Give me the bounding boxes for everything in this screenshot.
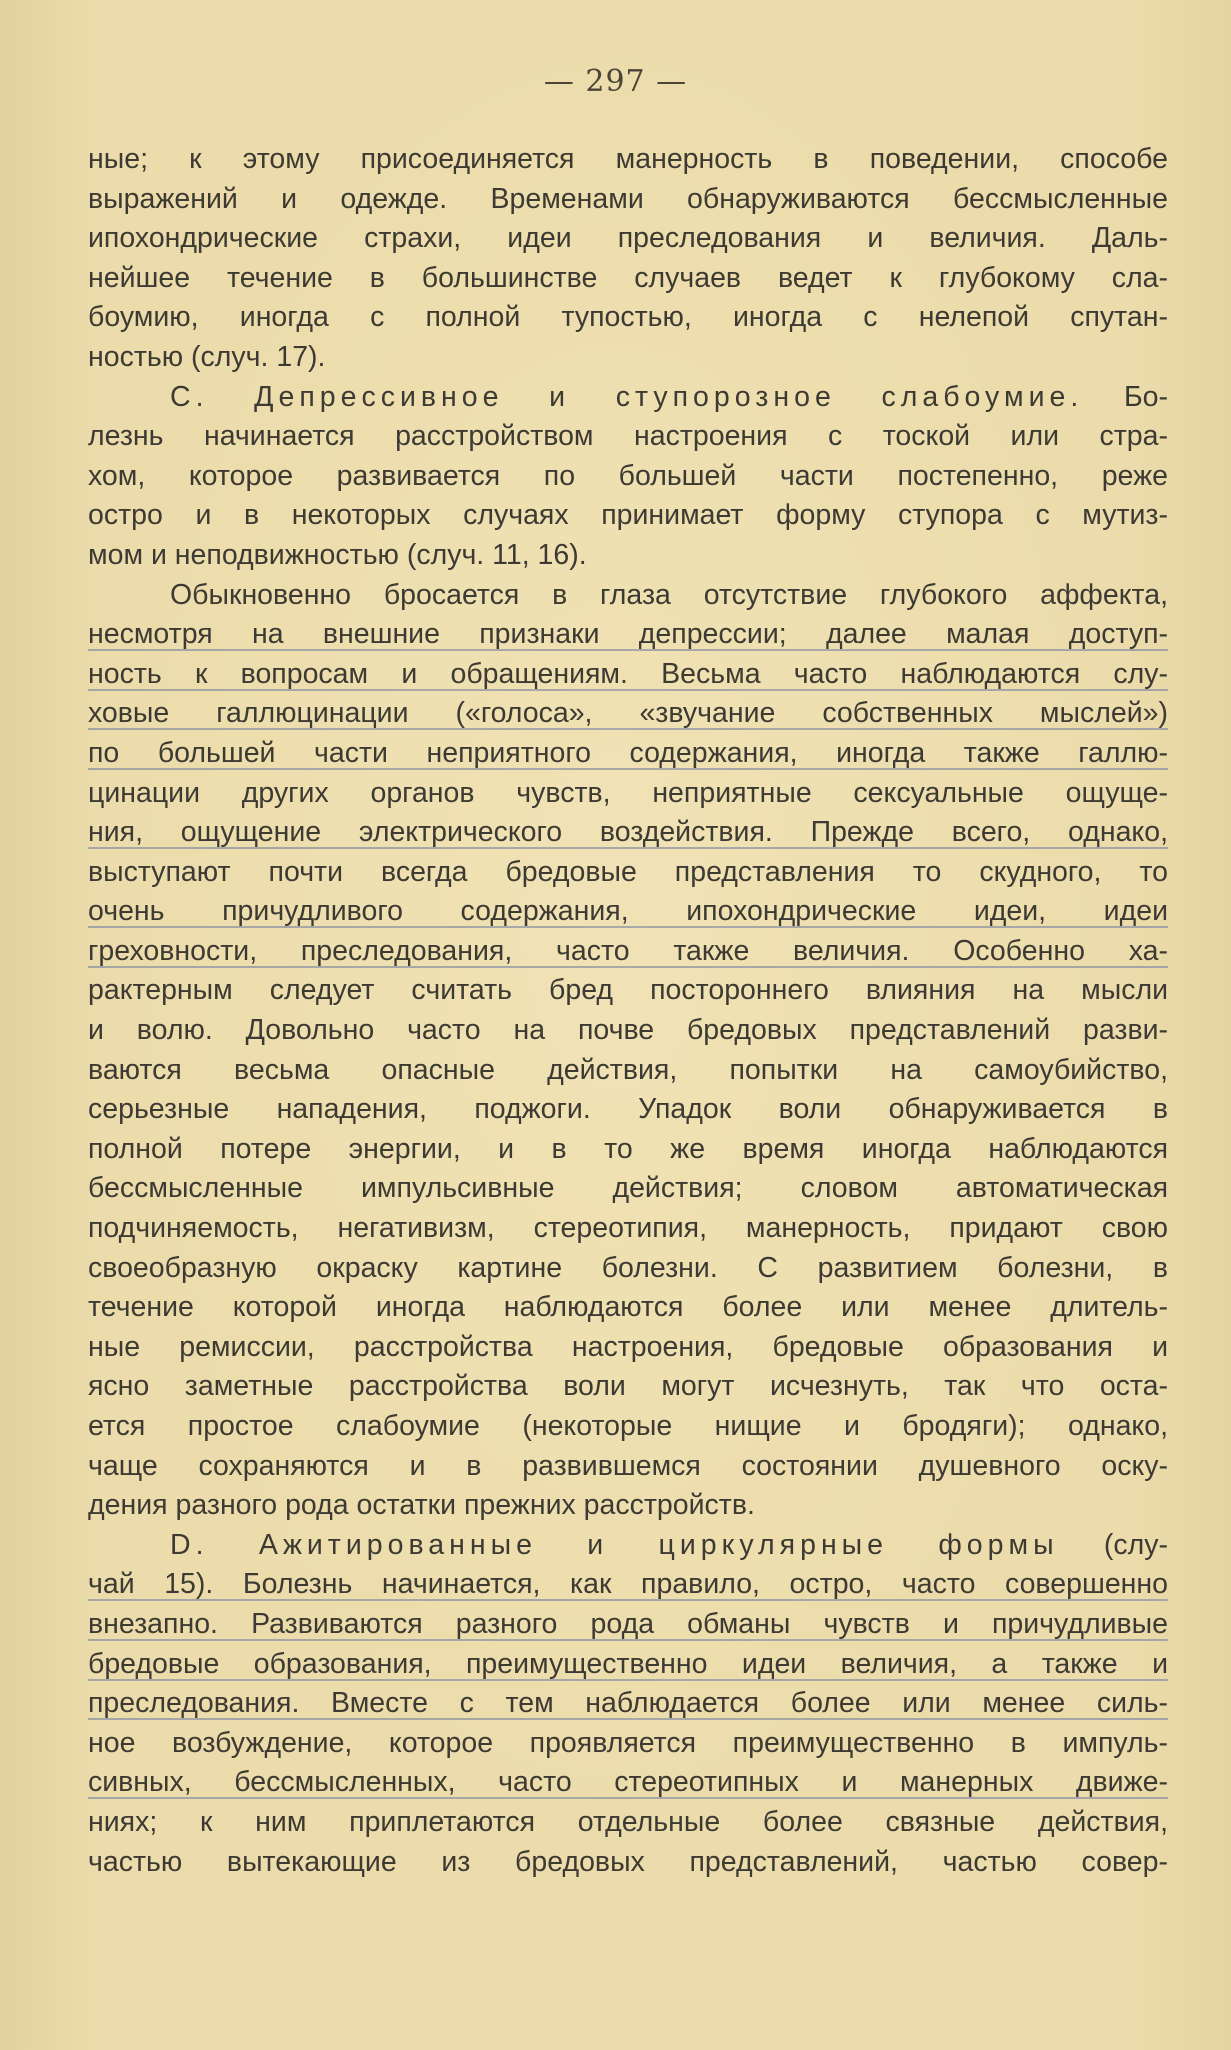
text-line: рактерным следует считать бред постороннего влияния на мысли: [88, 974, 1168, 1007]
text-line: серьезные нападения, поджоги. Упадок воли обнаруживается в: [88, 1093, 1168, 1126]
text-line: внезапно. Развиваются разного рода обманы чувств и причудливые: [88, 1607, 1168, 1640]
text-line: [88, 378, 1168, 418]
text-line: полной потере энергии, и в то же время иногда наблюдаются: [88, 1132, 1168, 1165]
text-line: лезнь начинается расстройством настроения с тоской или стра-: [88, 420, 1168, 453]
text-line: по большей части неприятного содержания, иногда также галлю-: [88, 736, 1168, 769]
text-line: ниях; к ним приплетаются отдельные более связные действия,: [88, 1805, 1168, 1838]
text-line: несмотря на внешние признаки депрессии; далее малая доступ-: [88, 618, 1168, 651]
section-heading: С. Депрессивное и ступорозное слабоумие.: [170, 380, 1084, 413]
text-line: ясно заметные расстройства воли могут исчезнуть, так что оста-: [88, 1370, 1168, 1403]
text-line: цинации других органов чувств, неприятные сексуальные ощуще-: [88, 776, 1168, 809]
text-line: бессмысленные импульсивные действия; словом автоматическая: [88, 1172, 1168, 1205]
text-line: частью вытекающие из бредовых представлений, частью совер-: [88, 1845, 1168, 1878]
text-line: боумию, иногда с полной тупостью, иногда с нелепой спутан-: [88, 301, 1168, 334]
paragraph: [88, 140, 1168, 378]
paragraph: [88, 576, 1168, 1526]
text-line: [88, 1526, 1168, 1566]
text-line: течение которой иногда наблюдаются более или менее длитель-: [88, 1291, 1168, 1324]
text-line: ипохондрические страхи, идеи преследования и величия. Даль-: [88, 222, 1168, 255]
paragraph: [88, 1526, 1168, 1882]
text-line: чаще сохраняются и в развившемся состоянии душевного оску-: [88, 1449, 1168, 1482]
text-line: мом и неподвижностью (случ. 11, 16).: [88, 538, 587, 571]
text-line: ное возбуждение, которое проявляется преимущественно в импуль-: [88, 1726, 1168, 1759]
text-line-tail: (слу-: [1058, 1528, 1169, 1561]
text-line: ностью (случ. 17).: [88, 340, 326, 373]
text-line: хом, которое развивается по большей части постепенно, реже: [88, 459, 1168, 492]
section-heading: D. Ажитированные и циркулярные формы: [170, 1528, 1059, 1561]
text-line-tail: Бо-: [1083, 380, 1169, 413]
text-line: остро и в некоторых случаях принимает форму ступора с мутиз-: [88, 499, 1168, 532]
text-line: дения разного рода остатки прежних расстройств.: [88, 1489, 755, 1522]
text-line: сивных, бессмысленных, часто стереотипных и манерных движе-: [88, 1766, 1168, 1799]
paragraph: [88, 378, 1168, 576]
text-line: ваются весьма опасные действия, попытки на самоубийство,: [88, 1053, 1168, 1086]
text-line: греховности, преследования, часто также величия. Особенно ха-: [88, 934, 1168, 967]
text-line: ховые галлюцинации («голоса», «звучание собственных мыслей»): [88, 697, 1168, 730]
text-line: чай 15). Болезнь начинается, как правило, остро, часто совершенно: [88, 1568, 1168, 1601]
text-line: бредовые образования, преимущественно идеи величия, а также и: [88, 1647, 1168, 1680]
text-line: подчиняемость, негативизм, стереотипия, манерность, придают свою: [88, 1212, 1168, 1245]
text-line: ные ремиссии, расстройства настроения, бредовые образования и: [88, 1330, 1168, 1363]
body-text: [88, 140, 1168, 1882]
text-line: нейшее течение в большинстве случаев ведет к глубокому сла-: [88, 261, 1168, 294]
text-line: своеобразную окраску картине болезни. С развитием болезни, в: [88, 1251, 1168, 1284]
text-line: ния, ощущение электрического воздействия. Прежде всего, однако,: [88, 816, 1168, 849]
page-number: — 297 —: [543, 64, 688, 99]
text-line: выступают почти всегда бредовые представления то скудного, то: [88, 855, 1168, 888]
text-line: преследования. Вместе с тем наблюдается более или менее силь-: [88, 1687, 1168, 1720]
text-line: и волю. Довольно часто на почве бредовых представлений разви-: [88, 1014, 1168, 1047]
text-line: выражений и одежде. Временами обнаруживаются бессмысленные: [88, 182, 1168, 215]
text-line: ется простое слабоумие (некоторые нищие и бродяги); однако,: [88, 1410, 1168, 1442]
text-line: очень причудливого содержания, ипохондрические идеи, идеи: [88, 895, 1168, 928]
text-line: ность к вопросам и обращениям. Весьма часто наблюдаются слу-: [88, 657, 1168, 690]
text-line: ные; к этому присоединяется манерность в поведении, способе: [88, 143, 1168, 175]
text-line: Обыкновенно бросается в глаза отсутствие глубокого аффекта,: [170, 578, 1168, 611]
